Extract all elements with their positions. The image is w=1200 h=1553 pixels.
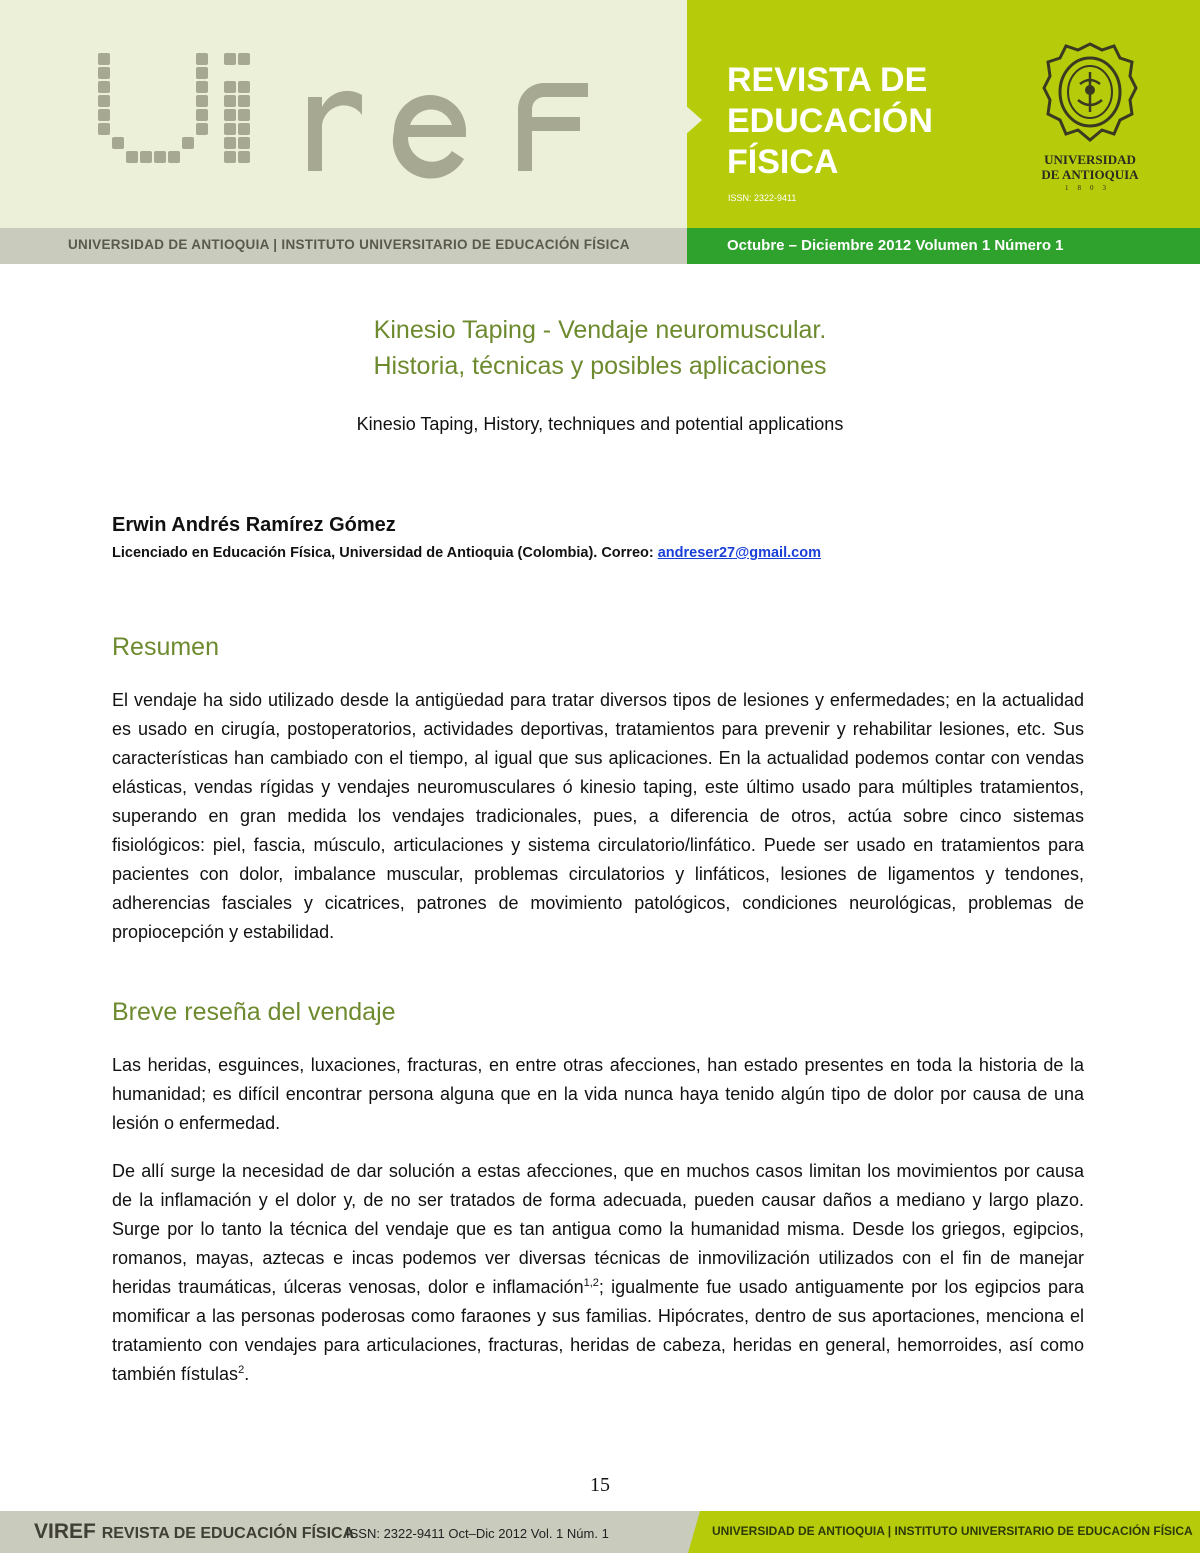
section-heading-resena: Breve reseña del vendaje (112, 998, 396, 1026)
university-seal-icon (1042, 40, 1138, 144)
citation-superscript: 2 (238, 1364, 245, 1376)
author-email-link[interactable]: andreser27@gmail.com (657, 545, 821, 561)
university-name-line: DE ANTIOQUIA (1041, 167, 1139, 182)
article-title-english: Kinesio Taping, History, techniques and potential applications (356, 414, 844, 434)
viref-logo (98, 45, 618, 180)
university-year: 1803 (1065, 184, 1115, 192)
header-arrow (684, 104, 702, 136)
affiliation-text: Licenciado en Educación Física, Universidad de Antioquia (Colombia). Correo: (112, 545, 658, 561)
article-title-line-1: Kinesio Taping - Vendaje neuromuscular. (373, 316, 827, 344)
institutions-text: UNIVERSIDAD DE ANTIOQUIA | INSTITUTO UNIVERSITARIO DE EDUCACIÓN FÍSICA (68, 237, 630, 252)
issue-text: Octubre – Diciembre 2012 Volumen 1 Número 1 (727, 237, 1064, 254)
footer-viref: VIREF (34, 1520, 96, 1543)
paragraph-text: . (244, 1364, 250, 1384)
journal-title (727, 60, 933, 183)
page-number: 15 (590, 1474, 610, 1496)
footer-institutions: UNIVERSIDAD DE ANTIOQUIA | INSTITUTO UNIVERSITARIO DE EDUCACIÓN FÍSICA (712, 1524, 1193, 1538)
paragraph-text: ; igualmente fue usado antiguamente por los egipcios para momificar a las personas poderosas como faraones y sus familias. Hipócrates, dentro de sus aportaciones, menciona el tratamiento con vendajes para articulaciones, fracturas, heridas de cabeza, heridas en general, hemorroides, así como también fístulas (112, 1277, 1084, 1384)
author-name: Erwin Andrés Ramírez Gómez (112, 514, 396, 536)
paragraph-text: De allí surge la necesidad de dar solución a estas afecciones, que en muchos casos limitan los movimientos por causa de la inflamación y el dolor y, de no ser tratados de forma adecuada, pueden causar daños a mediano y largo plazo. Surge por lo tanto la técnica del vendaje que es tan antigua como la humanidad misma. Desde los griegos, egipcios, romanos, mayas, aztecas e incas podemos ver diversas técnicas de inmovilización utilizados con el fin de manejar heridas traumáticas, úlceras venosas, dolor e inflamación (112, 1161, 1084, 1297)
university-name (1020, 152, 1160, 182)
journal-title-line: EDUCACIÓN (727, 102, 933, 140)
university-name-line: UNIVERSIDAD (1044, 152, 1136, 167)
footer-issn: ISSN: 2322-9411 Oct–Dic 2012 Vol. 1 Núm. 1 (346, 1526, 609, 1541)
journal-title-line: FÍSICA (727, 143, 839, 181)
journal-title-line: REVISTA DE (727, 61, 928, 99)
article-title-line-2: Historia, técnicas y posibles aplicaciones (373, 352, 827, 380)
citation-superscript: 1,2 (583, 1277, 599, 1289)
header-issn: ISSN: 2322-9411 (728, 193, 797, 203)
body-paragraph-2 (112, 1157, 1084, 1389)
footer-journal-name (34, 1520, 354, 1544)
abstract-paragraph: El vendaje ha sido utilizado desde la antigüedad para tratar diversos tipos de lesiones y enfermedades; en la actualidad es usado en cirugía, postoperatorios, actividades deportivas, tratamientos para prevenir y rehabilitar lesiones, etc. Sus características han cambiado con el tiempo, al igual que sus aplicaciones. En la actualidad podemos contar con vendas elásticas, vendas rígidas y vendajes neuromusculares ó kinesio taping, este último usado para múltiples tratamientos, superando en gran medida los vendajes tradicionales, pues, a diferencia de otros, actúa sobre cinco sistemas fisiológicos: piel, fascia, músculo, articulaciones y sistema circulatorio/linfático. Puede ser usado en tratamientos para pacientes con dolor, imbalance muscular, problemas circulatorios y linfáticos, lesiones de ligamentos y tendones, adherencias fasciales y cicatrices, patrones de movimiento patológicos, condiciones neurológicas, problemas de propiocepción y estabilidad. (112, 690, 1084, 942)
institutions-bar (0, 228, 687, 264)
author-affiliation (112, 545, 821, 561)
body-paragraph-1: Las heridas, esguinces, luxaciones, fracturas, en entre otras afecciones, han estado presentes en toda la historia de la humanidad; es difícil encontrar persona alguna que en la vida nunca haya tenido algún tipo de dolor por causa de una lesión o enfermedad. (112, 1055, 1084, 1133)
issue-bar (687, 228, 1200, 264)
footer-revista: REVISTA DE EDUCACIÓN FÍSICA (101, 1525, 355, 1542)
section-heading-resumen: Resumen (112, 633, 219, 661)
